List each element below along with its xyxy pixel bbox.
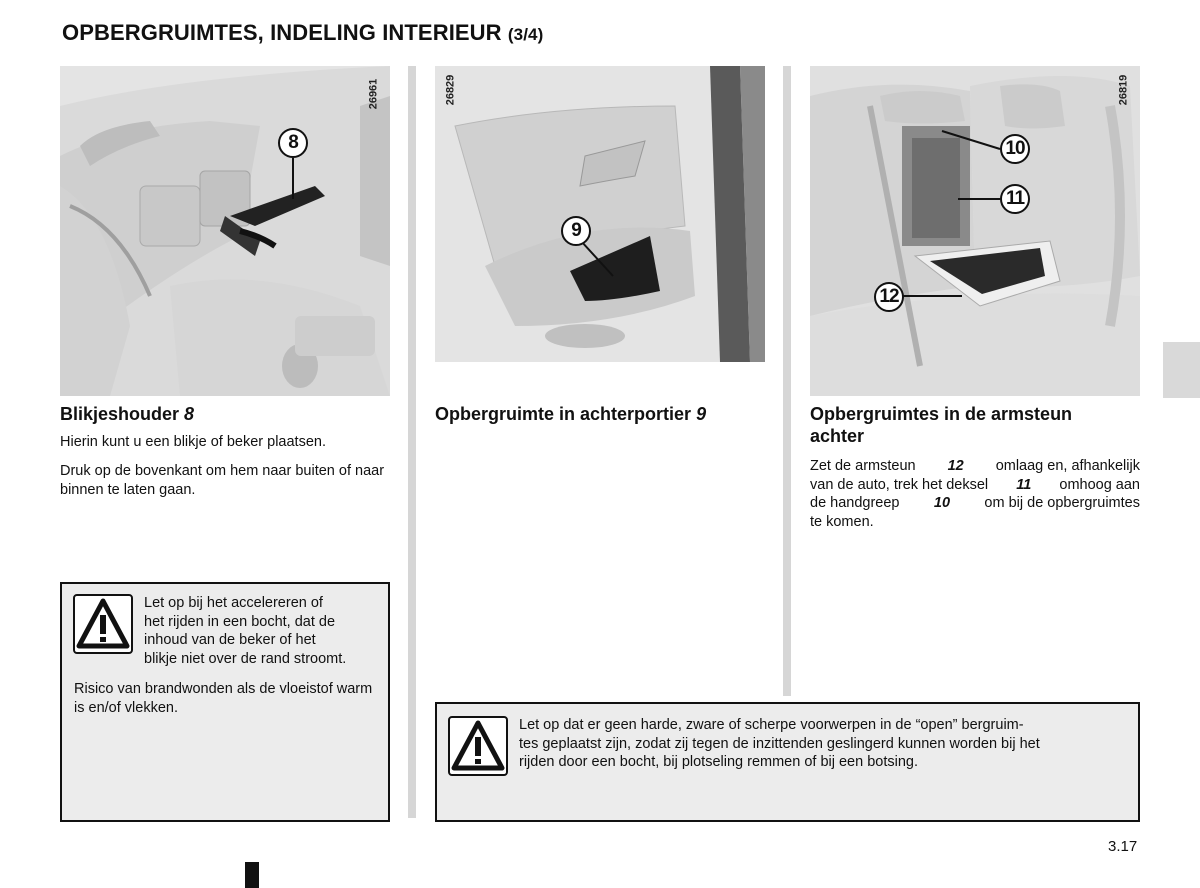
figure-cup-holder [60,66,390,396]
para-line [810,457,1140,476]
cup-holder-heading [60,403,194,425]
heading-line: Opbergruimtes in de armsteun [810,404,1073,424]
page-number: 3.17 [1108,838,1138,855]
page-subtitle: (3/4) [507,25,544,44]
ref-number: 12 [947,458,964,474]
page-title-text: OPBERGRUIMTES, INDELING INTERIEUR [62,20,502,45]
warning-line: blikje niet over de rand stroomt. [144,650,347,667]
warning-line: rijden door een bocht, bij plotseling remmen of bij een botsing. [519,754,918,770]
warning-text-2: Risico van brandwonden als de vloeistof warm is en/of vlekken. [74,681,373,716]
warning-text-1 [144,594,379,668]
para-line [810,494,1140,513]
callout-12: 12 [874,282,904,312]
figure-number: 26819 [1117,74,1130,106]
column-divider-left [408,66,416,818]
heading-text: Opbergruimte in achterportier [435,404,692,424]
heading-ref: 9 [696,404,707,424]
warning-box-storage [435,702,1140,822]
figure-armrest [810,66,1140,396]
heading-line: achter [810,426,865,446]
text-span: omhoog aan [1059,476,1140,493]
figure-number: 26829 [444,74,457,106]
para-line [810,476,1140,495]
cup-holder-para-2: Druk op de bovenkant om hem naar buiten of naar binnen te laten gaan. [60,463,385,498]
column-divider-right [783,66,791,696]
callout-11: 11 [1000,184,1030,214]
text-span: omlaag en, afhankelijk [995,458,1140,474]
warning-line: inhoud van de beker of het [144,632,316,648]
warning-line: tes geplaatst zijn, zodat zij tegen de inzittenden geslingerd kunnen worden bij het [519,735,1040,752]
ref-number: 11 [1016,476,1032,493]
armrest-heading [810,403,1150,447]
text-span: om bij de opbergruimtes [984,495,1140,511]
ref-number: 10 [933,495,951,511]
page-title [62,20,543,46]
armrest-para [810,457,1140,531]
heading-text: Blikjeshouder [60,404,180,424]
callout-8: 8 [278,128,308,158]
figure-number: 26961 [367,78,380,110]
text-span: de handgreep [810,495,900,511]
text-span: Zet de armsteun [810,458,916,474]
heading-ref: 8 [184,404,195,424]
page-edge-mark [245,862,259,888]
section-tab [1163,342,1200,398]
figure-door-pocket [435,66,765,362]
warning-box-cup-holder [60,582,390,822]
warning-text [519,716,1131,772]
cup-holder-para-1: Hierin kunt u een blikje of beker plaatsen. [60,434,326,450]
warning-triangle-icon [73,594,133,654]
callout-9: 9 [561,216,591,246]
door-pocket-heading [435,403,706,425]
warning-triangle-icon [448,716,508,776]
warning-line: Let op dat er geen harde, zware of scherpe voorwerpen in de “open” bergruim- [519,717,1024,733]
para-line: te komen. [810,513,874,530]
callout-10: 10 [1000,134,1030,164]
warning-line: Let op bij het accelereren of [144,595,323,611]
warning-line: het rijden in een bocht, dat de [144,613,336,630]
text-span: van de auto, trek het deksel [810,476,989,493]
